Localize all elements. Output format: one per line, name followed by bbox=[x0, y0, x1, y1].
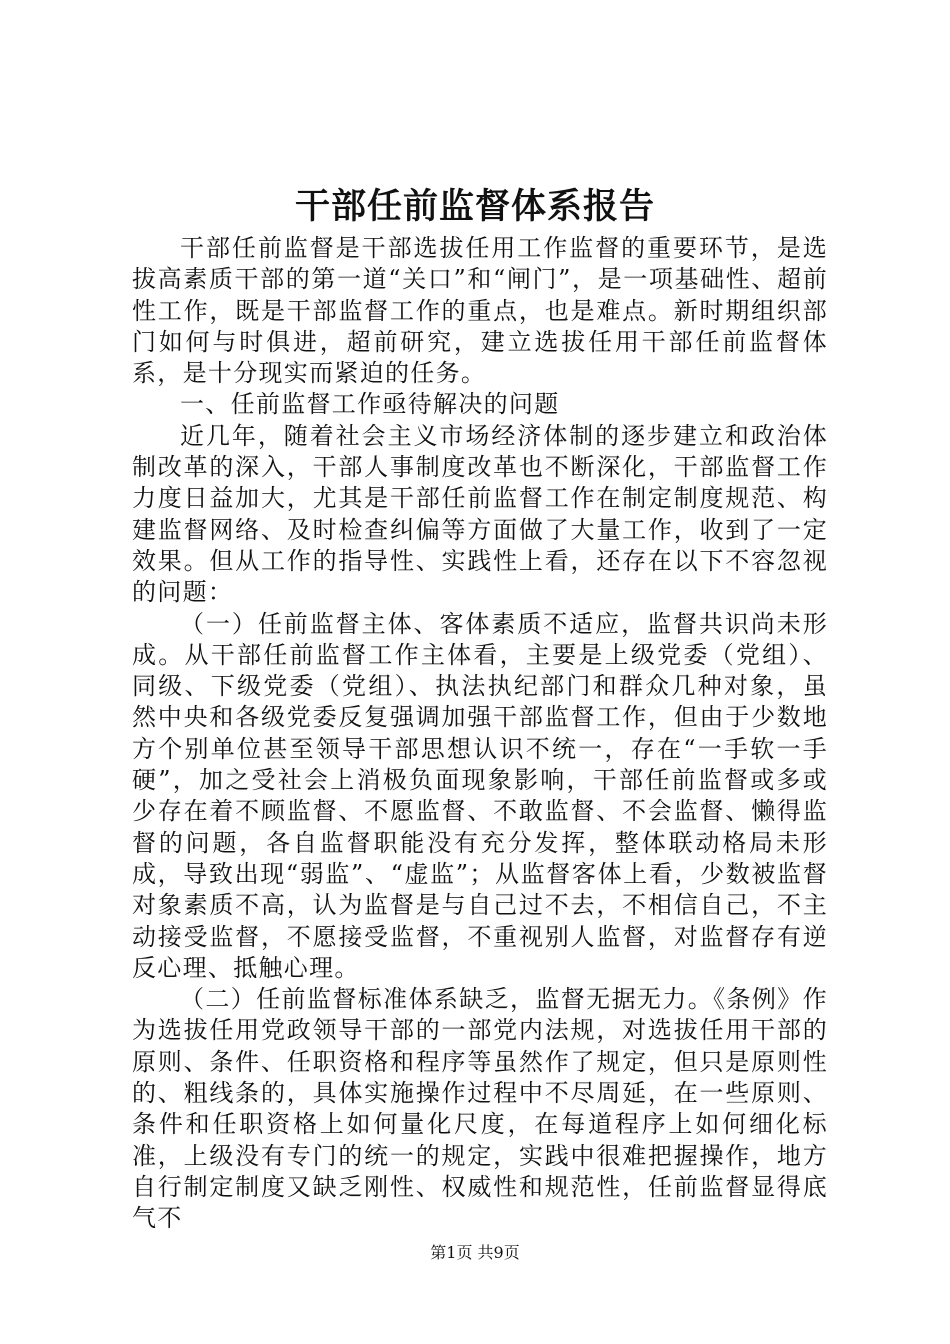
paragraph-issue-2: （二）任前监督标准体系缺乏，监督无据无力。《条例》作为选拔任用党政领导干部的一部党内法规，对选拔任用干部的原则、条件、任职资格和程序等虽然作了规定，但只是原则性的、粗线条的，具体实施操作过程中不尽周延，在一些原则、条件和任职资格上如何量化尺度，在每道程序上如何细化标准，上级没有专门的统一的规定，实践中很难把握操作，地方自行制定制度又缺乏刚性、权威性和规范性，任前监督显得底气不 bbox=[132, 985, 828, 1233]
paragraph-intro: 干部任前监督是干部选拔任用工作监督的重要环节，是选拔高素质干部的第一道“关口”和“闸门”，是一项基础性、超前性工作，既是干部监督工作的重点，也是难点。新时期组织部门如何与时俱进，超前研究，建立选拔任用干部任前监督体系，是十分现实而紧迫的任务。 bbox=[132, 234, 828, 388]
paragraph-issue-1: （一）任前监督主体、客体素质不适应，监督共识尚未形成。从干部任前监督工作主体看，主要是上级党委（党组）、同级、下级党委（党组）、执法执纪部门和群众几种对象，虽然中央和各级党委反复强调加强干部监督工作，但由于少数地方个别单位甚至领导干部思想认识不统一，存在“一手软一手硬”，加之受社会上消极负面现象影响，干部任前监督或多或少存在着不顾监督、不愿监督、不敢监督、不会监督、懒得监督的问题，各自监督职能没有充分发挥，整体联动格局未形成，导致出现“弱监”、“虚监”；从监督客体上看，少数被监督对象素质不高，认为监督是与自己过不去，不相信自己，不主动接受监督，不愿接受监督，不重视别人监督，对监督存有逆反心理、抵触心理。 bbox=[132, 609, 828, 982]
document-body bbox=[132, 233, 828, 1235]
document-title: 干部任前监督体系报告 bbox=[294, 186, 655, 227]
page-footer: 第1页 共9页 bbox=[430, 1243, 520, 1262]
paragraph-background: 近几年，随着社会主义市场经济体制的逐步建立和政治体制改革的深入，干部人事制度改革也不断深化，干部监督工作力度日益加大，尤其是干部任前监督工作在制定制度规范、构建监督网络、及时检查纠偏等方面做了大量工作，收到了一定效果。但从工作的指导性、实践性上看，还存在以下不容忽视的问题： bbox=[132, 421, 828, 607]
section-heading: 一、任前监督工作亟待解决的问题 bbox=[180, 390, 560, 419]
